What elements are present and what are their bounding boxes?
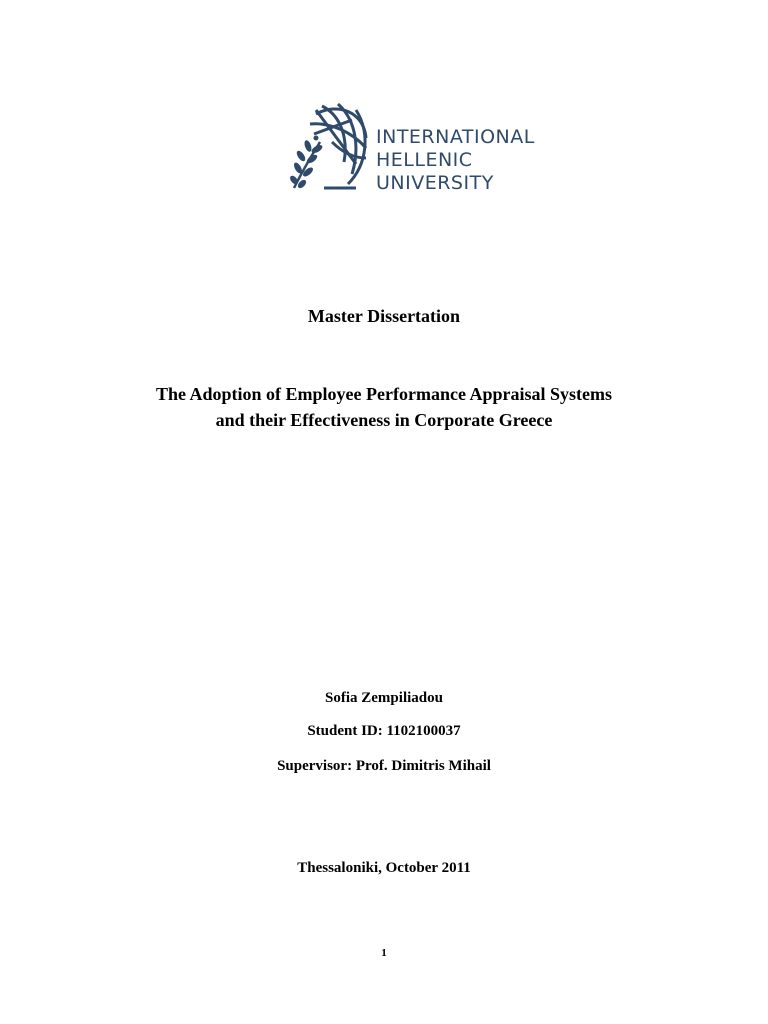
page-number: 1: [381, 947, 387, 959]
document-type: Master Dissertation: [307, 306, 461, 326]
author-name: Sofia Zempiliadou: [325, 690, 443, 706]
globe-olive-branch-icon: [286, 102, 372, 194]
title-line-1: The Adoption of Employee Performance Appraisal Systems: [156, 384, 612, 404]
logo-line-2: HELLENIC: [376, 149, 473, 171]
university-logo: [286, 102, 556, 194]
logo-line-1: INTERNATIONAL: [376, 126, 535, 148]
logo-line-3: UNIVERSITY: [376, 172, 494, 194]
supervisor: Supervisor: Prof. Dimitris Mihail: [277, 758, 491, 774]
university-name: [376, 126, 535, 195]
title-line-2: and their Effectiveness in Corporate Greece: [215, 410, 553, 430]
student-id: Student ID: 1102100037: [307, 723, 461, 739]
dissertation-title: [0, 381, 768, 433]
place-date: Thessaloniki, October 2011: [297, 860, 471, 876]
